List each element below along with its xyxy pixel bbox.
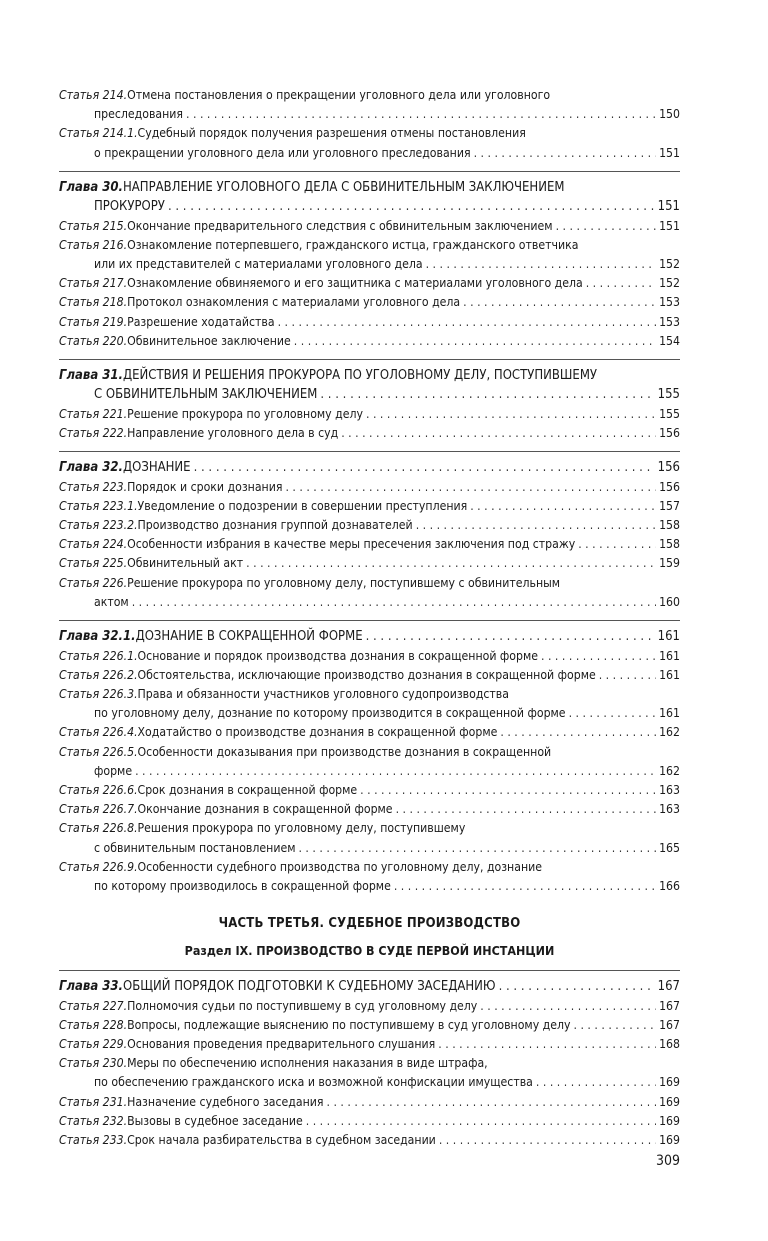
page-ref: 156 (657, 460, 680, 476)
article-label: Статья 228. (59, 1017, 128, 1032)
page-ref: 163 (659, 802, 680, 817)
article-entry (59, 424, 680, 443)
article-entry (59, 236, 680, 274)
article-title: Срок начала разбирательства в судебном заседании (127, 1132, 436, 1147)
entry-line (59, 977, 680, 996)
separator (59, 359, 680, 360)
article-title: Ходатайство о производстве дознания в сокращенной форме (137, 725, 498, 740)
article-title: Ознакомление потерпевшего, гражданского истца, гражданского ответчика (127, 237, 579, 252)
article-title: Судебный порядок получения разрешения отмены постановления (137, 126, 526, 141)
article-label: Статья 214.1. (59, 126, 138, 141)
entry-line (59, 647, 680, 666)
article-label: Статья 223.1. (59, 498, 138, 513)
title-continued: форме (94, 763, 133, 778)
article-label: Статья 226.9. (59, 859, 138, 874)
entry-line (59, 478, 680, 497)
article-label: Статья 232. (59, 1113, 128, 1128)
article-title: Основание и порядок производства дознания в сокращенной форме (137, 648, 538, 663)
title-continued: преследования (94, 107, 184, 122)
article-label: Статья 216. (59, 237, 128, 252)
dot-leader (439, 1131, 656, 1150)
page-ref: 161 (657, 629, 680, 645)
chapter-entry (59, 977, 680, 996)
entry-line (59, 217, 680, 236)
title-continued: или их представителей с материалами уголовного дела (94, 257, 423, 272)
dot-leader (135, 762, 656, 781)
article-label: Статья 223. (59, 479, 128, 494)
page-ref: 151 (659, 145, 680, 160)
article-label: Статья 223.2. (59, 518, 138, 533)
article-entry (59, 405, 680, 424)
article-entry (59, 1112, 680, 1131)
article-entry (59, 743, 680, 781)
title-continued: по уголовному делу, дознание по которому производится в сокращенной форме (94, 706, 566, 721)
title-continued: о прекращении уголовного дела или уголовного преследования (94, 145, 471, 160)
title-continued: С ОБВИНИТЕЛЬНЫМ ЗАКЛЮЧЕНИЕМ (94, 387, 318, 403)
toc-group-chapter-32 (59, 458, 680, 612)
title-continued: актом (94, 594, 129, 609)
article-title: Ознакомление обвиняемого и его защитника с материалами уголовного дела (127, 276, 583, 291)
article-title: Основания проведения предварительного слушания (127, 1036, 436, 1051)
page-ref: 156 (659, 426, 680, 441)
part-heading: ЧАСТЬ ТРЕТЬЯ. СУДЕБНОЕ ПРОИЗВОДСТВО (218, 916, 521, 932)
page-ref: 167 (659, 1017, 680, 1032)
toc-group (59, 86, 680, 163)
dot-leader (341, 424, 656, 443)
page-ref: 151 (659, 218, 680, 233)
entry-line (59, 313, 680, 332)
dot-leader (285, 478, 656, 497)
chapter-label: Глава 32. (59, 460, 123, 476)
entry-line (59, 1035, 680, 1054)
page-ref: 153 (659, 295, 680, 310)
chapter-label: Глава 31. (59, 368, 123, 384)
dot-leader (396, 800, 657, 819)
entry-line (59, 781, 680, 800)
title-continued: ПРОКУРОРУ (94, 199, 165, 215)
dot-leader (194, 458, 655, 477)
article-entry (59, 554, 680, 573)
article-label: Статья 220. (59, 333, 128, 348)
dot-leader (426, 255, 656, 274)
separator (59, 171, 680, 172)
chapter-title: НАПРАВЛЕНИЕ УГОЛОВНОГО ДЕЛА С ОБВИНИТЕЛЬНЫМ ЗАКЛЮЧЕНИЕМ (123, 179, 565, 195)
article-label: Статья 222. (59, 426, 128, 441)
entry-line (59, 1093, 680, 1112)
article-title: Вызовы в судебное заседание (127, 1113, 303, 1128)
dot-leader (470, 497, 656, 516)
title-continued: с обвинительным постановлением (94, 840, 296, 855)
article-label: Статья 224. (59, 537, 128, 552)
article-title: Отмена постановления о прекращении уголовного дела или уголовного (127, 88, 551, 102)
article-entry (59, 1035, 680, 1054)
dot-leader (474, 144, 656, 163)
article-label: Статья 226.5. (59, 744, 138, 759)
toc-group-chapter-32-1 (59, 627, 680, 896)
entry-line-continued (59, 704, 680, 723)
dot-leader (294, 332, 656, 351)
entry-line (59, 424, 680, 443)
table-of-contents (59, 86, 680, 1150)
dot-leader (186, 105, 656, 124)
entry-line (59, 1054, 680, 1073)
article-title: Обвинительный акт (127, 556, 244, 571)
article-title: Назначение судебного заседания (127, 1094, 324, 1109)
entry-line-continued (59, 144, 680, 163)
entry-line (59, 554, 680, 573)
page-ref: 160 (659, 594, 680, 609)
article-entry (59, 332, 680, 351)
entry-line (59, 178, 680, 197)
entry-line (59, 293, 680, 312)
separator (59, 620, 680, 621)
article-entry (59, 217, 680, 236)
dot-leader (278, 313, 656, 332)
entry-line (59, 1016, 680, 1035)
article-entry (59, 781, 680, 800)
article-title: Обвинительное заключение (127, 333, 291, 348)
dot-leader (574, 1016, 657, 1035)
entry-line (59, 574, 680, 593)
dot-leader (394, 877, 656, 896)
page-ref: 169 (659, 1132, 680, 1147)
article-entry (59, 478, 680, 497)
page-ref: 169 (659, 1094, 680, 1109)
dot-leader (480, 997, 656, 1016)
entry-line (59, 743, 680, 762)
page-ref: 159 (659, 556, 680, 571)
page-ref: 151 (657, 199, 680, 215)
entry-line (59, 236, 680, 255)
article-title: Особенности доказывания при производстве дознания в сокращенной (137, 744, 552, 759)
article-label: Статья 226.6. (59, 782, 138, 797)
entry-line (59, 819, 680, 838)
separator (59, 451, 680, 452)
dot-leader (463, 293, 656, 312)
article-entry (59, 685, 680, 723)
article-label: Статья 214. (59, 88, 128, 102)
page-ref: 154 (659, 333, 680, 348)
article-entry (59, 1093, 680, 1112)
page-ref: 167 (657, 979, 680, 995)
article-entry (59, 819, 680, 857)
article-entry (59, 800, 680, 819)
toc-group-chapter-31 (59, 366, 680, 443)
dot-leader (578, 535, 656, 554)
dot-leader (556, 217, 657, 236)
article-label: Статья 231. (59, 1094, 128, 1109)
chapter-title: ДОЗНАНИЕ В СОКРАЩЕННОЙ ФОРМЕ (135, 629, 363, 645)
article-title: Окончание дознания в сокращенной форме (137, 802, 393, 817)
dot-leader (360, 781, 656, 800)
article-entry (59, 1016, 680, 1035)
title-continued: по которому производилось в сокращенной форме (94, 878, 391, 893)
chapter-title: ДОЗНАНИЕ (123, 460, 191, 476)
chapter-entry (59, 458, 680, 477)
article-title: Права и обязанности участников уголовного судопроизводства (137, 686, 509, 701)
page-ref: 166 (659, 878, 680, 893)
page-ref: 167 (659, 998, 680, 1013)
page-ref: 162 (659, 725, 680, 740)
article-label: Статья 226. (59, 575, 128, 590)
article-label: Статья 226.4. (59, 725, 138, 740)
page-ref: 157 (659, 498, 680, 513)
section-heading: Раздел IX. ПРОИЗВОДСТВО В СУДЕ ПЕРВОЙ ИНСТАНЦИИ (184, 943, 555, 959)
dot-leader (298, 839, 656, 858)
dot-leader (416, 516, 656, 535)
entry-line (59, 405, 680, 424)
entry-line-continued (59, 385, 680, 404)
entry-line (59, 124, 680, 143)
article-label: Статья 226.1. (59, 648, 138, 663)
page-ref: 161 (659, 706, 680, 721)
chapter-title: ДЕЙСТВИЯ И РЕШЕНИЯ ПРОКУРОРА ПО УГОЛОВНОМУ ДЕЛУ, ПОСТУПИВШЕМУ (123, 368, 598, 384)
article-title: Решение прокурора по уголовному делу (127, 406, 363, 421)
entry-line (59, 800, 680, 819)
dot-leader (541, 647, 656, 666)
article-entry (59, 516, 680, 535)
page-ref: 168 (659, 1036, 680, 1051)
article-entry (59, 723, 680, 742)
dot-leader (168, 197, 655, 216)
article-entry (59, 1131, 680, 1150)
chapter-label: Глава 32.1. (59, 629, 136, 645)
article-title: Порядок и сроки дознания (127, 479, 283, 494)
dot-leader (499, 977, 655, 996)
page-ref: 155 (657, 387, 680, 403)
page-ref: 169 (659, 1075, 680, 1090)
page-ref: 169 (659, 1113, 680, 1128)
article-title: Уведомление о подозрении в совершении преступления (137, 498, 468, 513)
toc-group-chapter-33 (59, 977, 680, 1150)
page-ref: 161 (659, 667, 680, 682)
entry-line (59, 497, 680, 516)
article-title: Направление уголовного дела в суд (127, 426, 339, 441)
article-entry (59, 497, 680, 516)
chapter-entry (59, 178, 680, 217)
entry-line (59, 458, 680, 477)
entry-line (59, 685, 680, 704)
dot-leader (536, 1073, 656, 1092)
entry-line-continued (59, 762, 680, 781)
article-label: Статья 226.8. (59, 821, 138, 836)
article-title: Меры по обеспечению исполнения наказания в виде штрафа, (127, 1056, 488, 1071)
entry-line-continued (59, 1073, 680, 1092)
page-number: 309 (655, 1153, 680, 1169)
dot-leader (599, 666, 656, 685)
page-ref: 158 (659, 518, 680, 533)
article-title: Разрешение ходатайства (127, 314, 275, 329)
article-title: Решение прокурора по уголовному делу, поступившему с обвинительным (127, 575, 561, 590)
article-label: Статья 229. (59, 1036, 128, 1051)
article-entry (59, 858, 680, 896)
chapter-label: Глава 30. (59, 179, 123, 195)
entry-line (59, 997, 680, 1016)
entry-line (59, 366, 680, 385)
entry-line-continued (59, 877, 680, 896)
entry-line (59, 1131, 680, 1150)
entry-line (59, 332, 680, 351)
article-title: Окончание предварительного следствия с обвинительным заключением (127, 218, 553, 233)
article-label: Статья 225. (59, 556, 128, 571)
dot-leader (366, 405, 656, 424)
entry-line (59, 86, 680, 105)
page-ref: 153 (659, 314, 680, 329)
page-ref: 150 (659, 107, 680, 122)
page-ref: 163 (659, 782, 680, 797)
article-title: Срок дознания в сокращенной форме (137, 782, 358, 797)
entry-line-continued (59, 255, 680, 274)
article-entry (59, 124, 680, 162)
page-ref: 155 (659, 406, 680, 421)
separator (59, 970, 680, 971)
article-label: Статья 233. (59, 1132, 128, 1147)
entry-line (59, 535, 680, 554)
entry-line-continued (59, 839, 680, 858)
dot-leader (246, 554, 656, 573)
chapter-label: Глава 33. (59, 979, 123, 995)
article-title: Особенности судебного производства по уголовному делу, дознание (137, 859, 542, 874)
article-label: Статья 230. (59, 1056, 128, 1071)
article-title: Протокол ознакомления с материалами уголовного дела (127, 295, 461, 310)
dot-leader (366, 627, 655, 646)
article-label: Статья 219. (59, 314, 128, 329)
article-entry (59, 293, 680, 312)
article-entry (59, 313, 680, 332)
title-continued: по обеспечению гражданского иска и возможной конфискации имущества (94, 1075, 533, 1090)
chapter-title: ОБЩИЙ ПОРЯДОК ПОДГОТОВКИ К СУДЕБНОМУ ЗАСЕДАНИЮ (123, 979, 496, 995)
article-entry (59, 86, 680, 124)
article-label: Статья 227. (59, 998, 128, 1013)
entry-line-continued (59, 593, 680, 612)
article-label: Статья 215. (59, 218, 128, 233)
dot-leader (586, 274, 656, 293)
page-ref: 156 (659, 479, 680, 494)
article-label: Статья 217. (59, 276, 128, 291)
dot-leader (569, 704, 657, 723)
article-entry (59, 535, 680, 554)
article-entry (59, 666, 680, 685)
article-title: Решения прокурора по уголовному делу, поступившему (137, 821, 466, 836)
article-entry (59, 997, 680, 1016)
toc-group-chapter-30 (59, 178, 680, 351)
dot-leader (326, 1093, 656, 1112)
chapter-entry (59, 627, 680, 646)
dot-leader (438, 1035, 656, 1054)
article-entry (59, 274, 680, 293)
page-ref: 161 (659, 648, 680, 663)
entry-line-continued (59, 197, 680, 216)
chapter-entry (59, 366, 680, 405)
entry-line (59, 723, 680, 742)
article-label: Статья 226.3. (59, 686, 138, 701)
entry-line (59, 666, 680, 685)
entry-line (59, 627, 680, 646)
article-entry (59, 647, 680, 666)
article-entry (59, 574, 680, 612)
page-ref: 158 (659, 537, 680, 552)
page-ref: 162 (659, 763, 680, 778)
entry-line-continued (59, 105, 680, 124)
article-title: Полномочия судьи по поступившему в суд уголовному делу (127, 998, 478, 1013)
dot-leader (500, 723, 656, 742)
article-label: Статья 218. (59, 295, 128, 310)
page-ref: 165 (659, 840, 680, 855)
article-label: Статья 226.7. (59, 802, 138, 817)
page-ref: 152 (659, 257, 680, 272)
dot-leader (306, 1112, 656, 1131)
article-title: Особенности избрания в качестве меры пресечения заключения под стражу (127, 537, 576, 552)
dot-leader (132, 593, 656, 612)
entry-line (59, 516, 680, 535)
entry-line (59, 858, 680, 877)
article-label: Статья 226.2. (59, 667, 138, 682)
article-title: Вопросы, подлежащие выяснению по поступившему в суд уголовному делу (127, 1017, 571, 1032)
entry-line (59, 274, 680, 293)
entry-line (59, 1112, 680, 1131)
dot-leader (320, 385, 654, 404)
article-label: Статья 221. (59, 406, 128, 421)
article-title: Производство дознания группой дознавателей (137, 518, 413, 533)
article-entry (59, 1054, 680, 1092)
page-ref: 152 (659, 276, 680, 291)
article-title: Обстоятельства, исключающие производство дознания в сокращенной форме (137, 667, 596, 682)
